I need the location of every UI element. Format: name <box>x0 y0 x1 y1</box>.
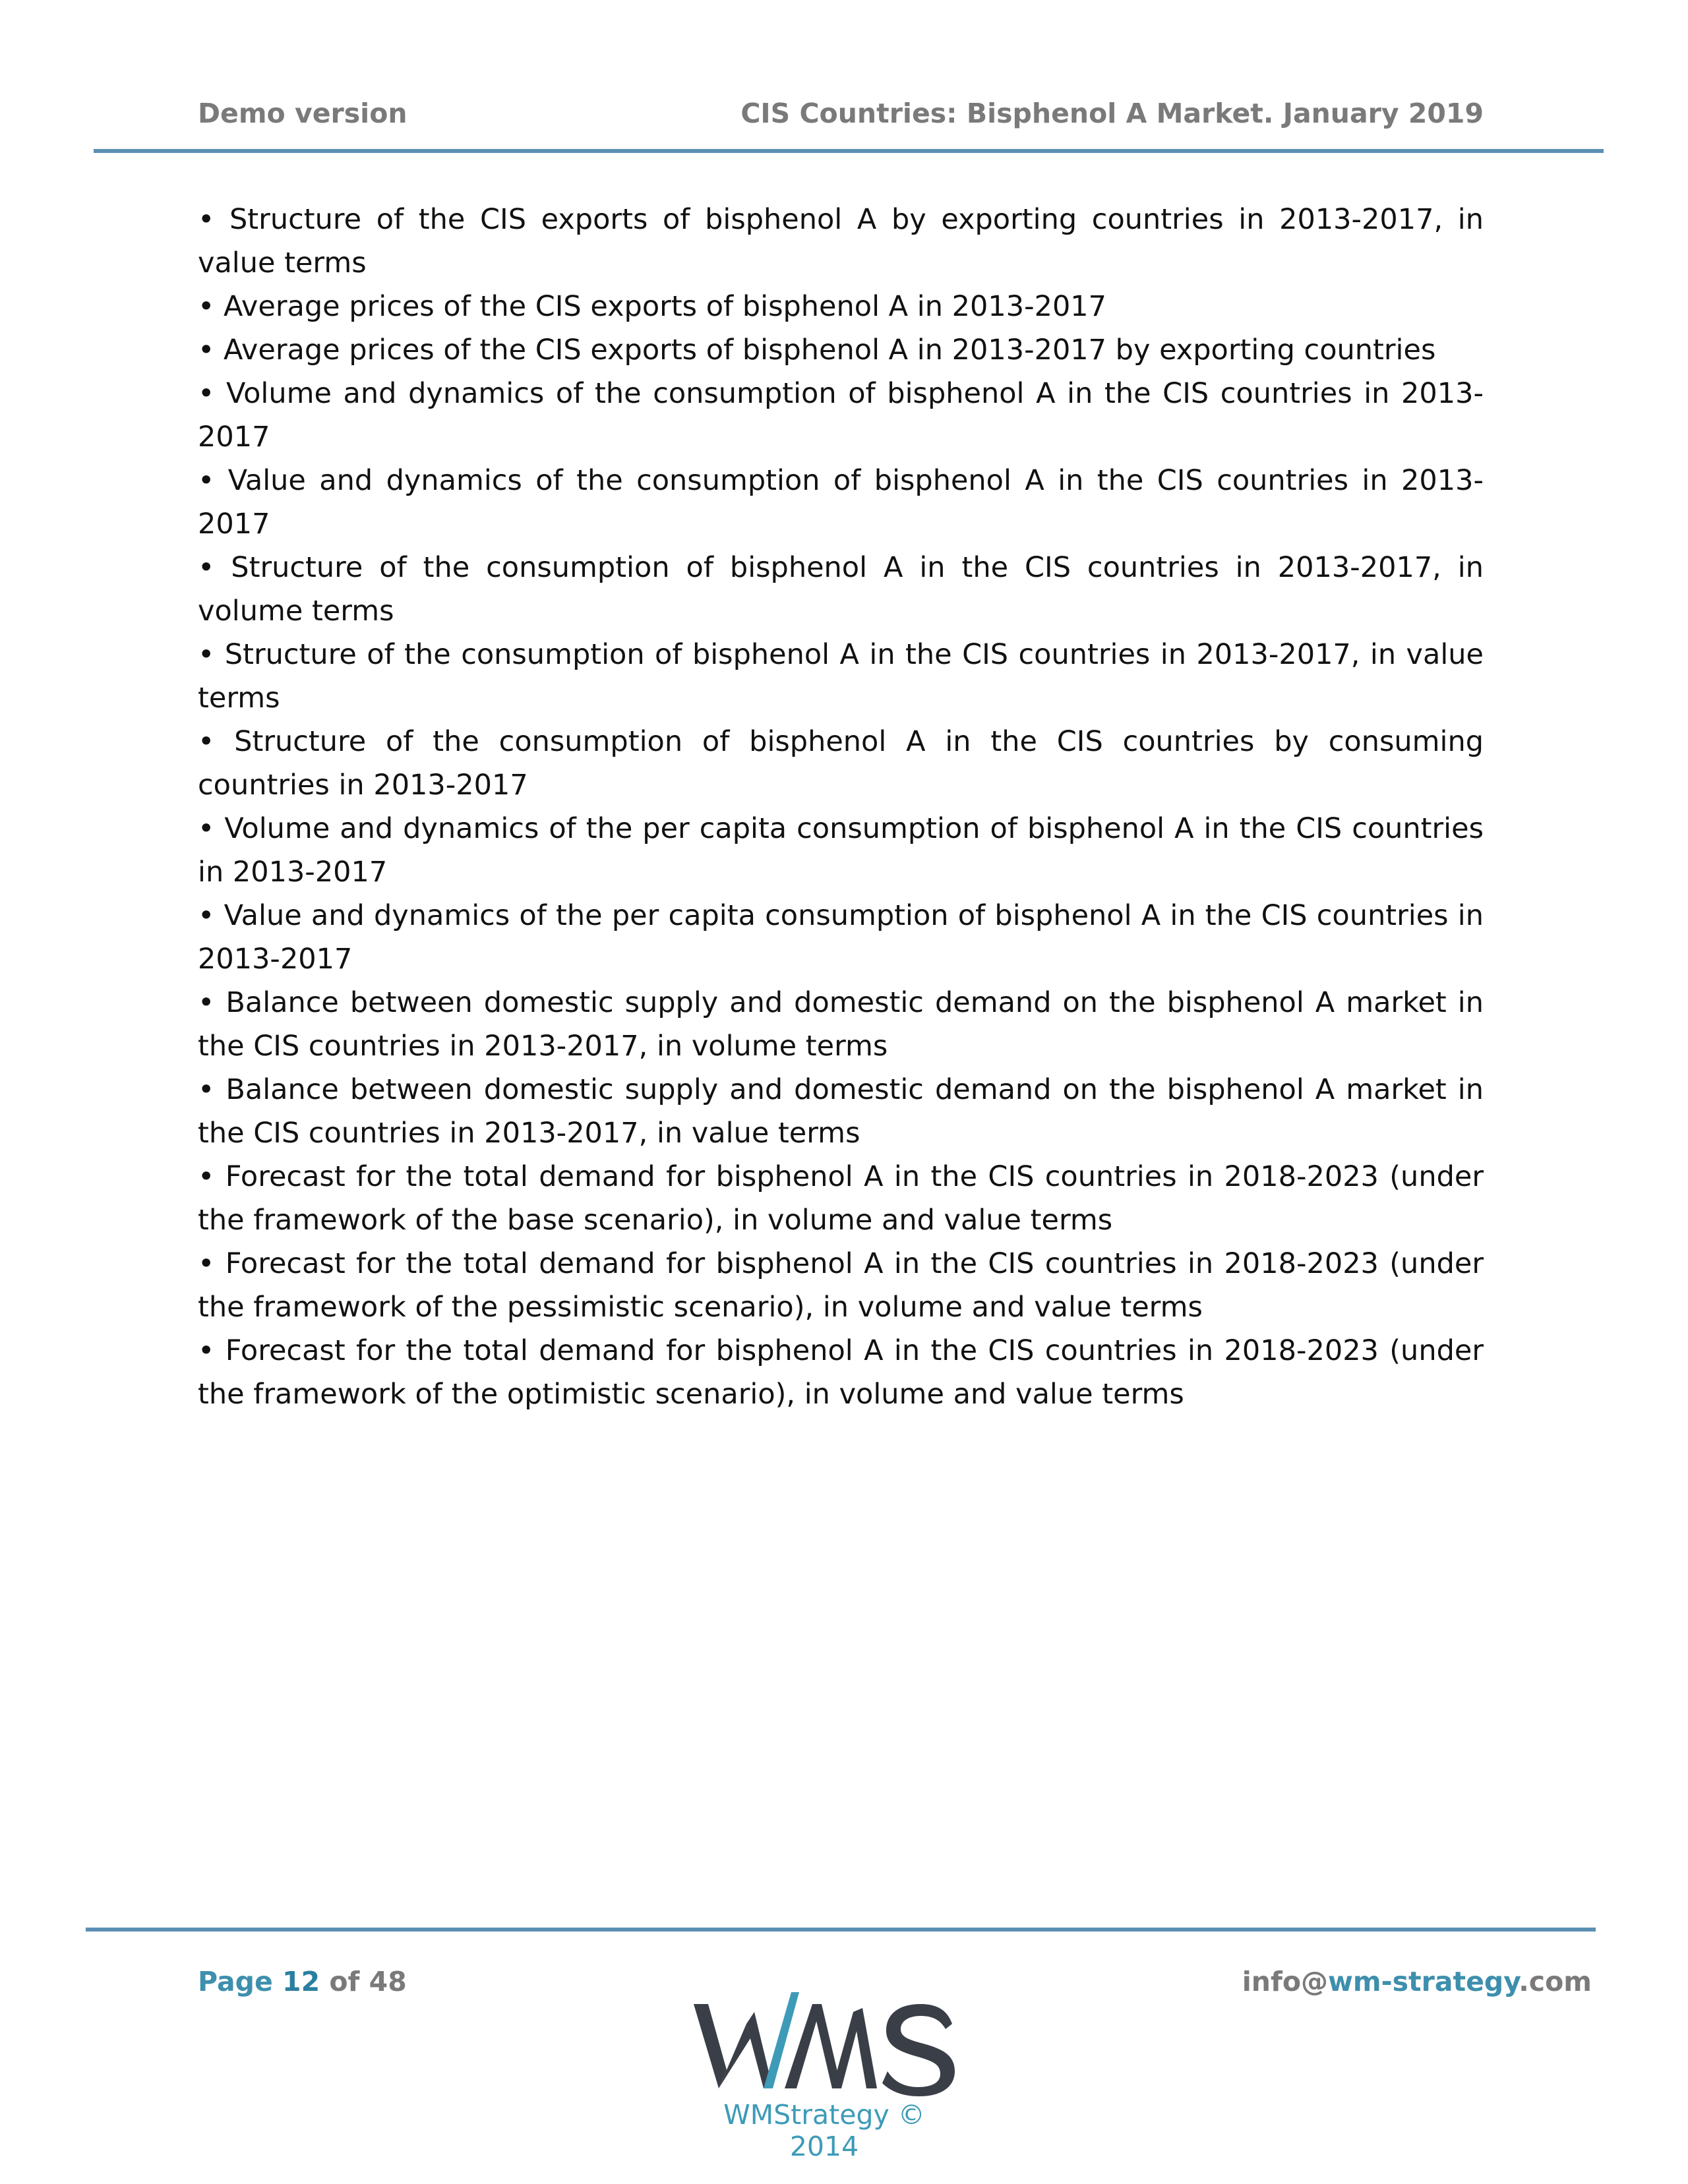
list-item: • Balance between domestic supply and domestic demand on the bisphenol A market in the CIS countries in 2013-2017, in value terms <box>198 1073 1484 1150</box>
list-item: • Balance between domestic supply and domestic demand on the bisphenol A market in the CIS countries in 2013-2017, in volume terms <box>198 986 1484 1063</box>
list-item: • Structure of the CIS exports of bisphenol A by exporting countries in 2013-2017, in value terms <box>198 203 1484 280</box>
page-total: of 48 <box>320 1966 407 1997</box>
email-user: info@ <box>1242 1966 1328 1997</box>
page-prefix: Page <box>198 1966 283 1997</box>
wms-logo <box>686 1978 963 2096</box>
copyright-text: WMStrategy © 2014 <box>723 2099 925 2162</box>
email-tld: .com <box>1519 1966 1592 1997</box>
list-item: • Structure of the consumption of bisphenol A in the CIS countries by consuming countries in 2013-2017 <box>198 725 1484 802</box>
list-item: • Structure of the consumption of bisphenol A in the CIS countries in 2013-2017, in volume terms <box>198 551 1484 628</box>
contact-email[interactable] <box>1242 1966 1592 1997</box>
header-document-title: CIS Countries: Bisphenol A Market. January 2019 <box>740 98 1484 129</box>
page-header <box>198 98 1484 137</box>
footer-divider <box>86 1928 1596 1932</box>
header-demo-label: Demo version <box>198 98 407 129</box>
header-divider <box>94 149 1604 153</box>
list-item: • Value and dynamics of the consumption of bisphenol A in the CIS countries in 2013-2017 <box>198 464 1484 541</box>
list-item: • Volume and dynamics of the consumption of bisphenol A in the CIS countries in 2013-2017 <box>198 377 1484 454</box>
page-indicator <box>198 1966 407 1997</box>
bullet-list <box>198 198 1484 1416</box>
email-domain: wm-strategy <box>1327 1966 1519 1997</box>
list-item: • Volume and dynamics of the per capita consumption of bisphenol A in the CIS countries in 2013-2017 <box>198 812 1484 889</box>
list-item: • Average prices of the CIS exports of bisphenol A in 2013-2017 by exporting countries <box>198 334 1436 367</box>
page-number: 12 <box>282 1966 320 1997</box>
list-item: • Average prices of the CIS exports of bisphenol A in 2013-2017 <box>198 290 1107 323</box>
list-item: • Forecast for the total demand for bisphenol A in the CIS countries in 2018-2023 (under the framework of the pessimistic scenario), in volume and value terms <box>198 1247 1484 1324</box>
list-item: • Value and dynamics of the per capita consumption of bisphenol A in the CIS countries in 2013-2017 <box>198 899 1484 976</box>
list-item: • Structure of the consumption of bisphenol A in the CIS countries in 2013-2017, in value terms <box>198 638 1484 715</box>
list-item: • Forecast for the total demand for bisphenol A in the CIS countries in 2018-2023 (under the framework of the base scenario), in volume and value terms <box>198 1160 1484 1237</box>
list-item: • Forecast for the total demand for bisphenol A in the CIS countries in 2018-2023 (under the framework of the optimistic scenario), in volume and value terms <box>198 1334 1484 1411</box>
